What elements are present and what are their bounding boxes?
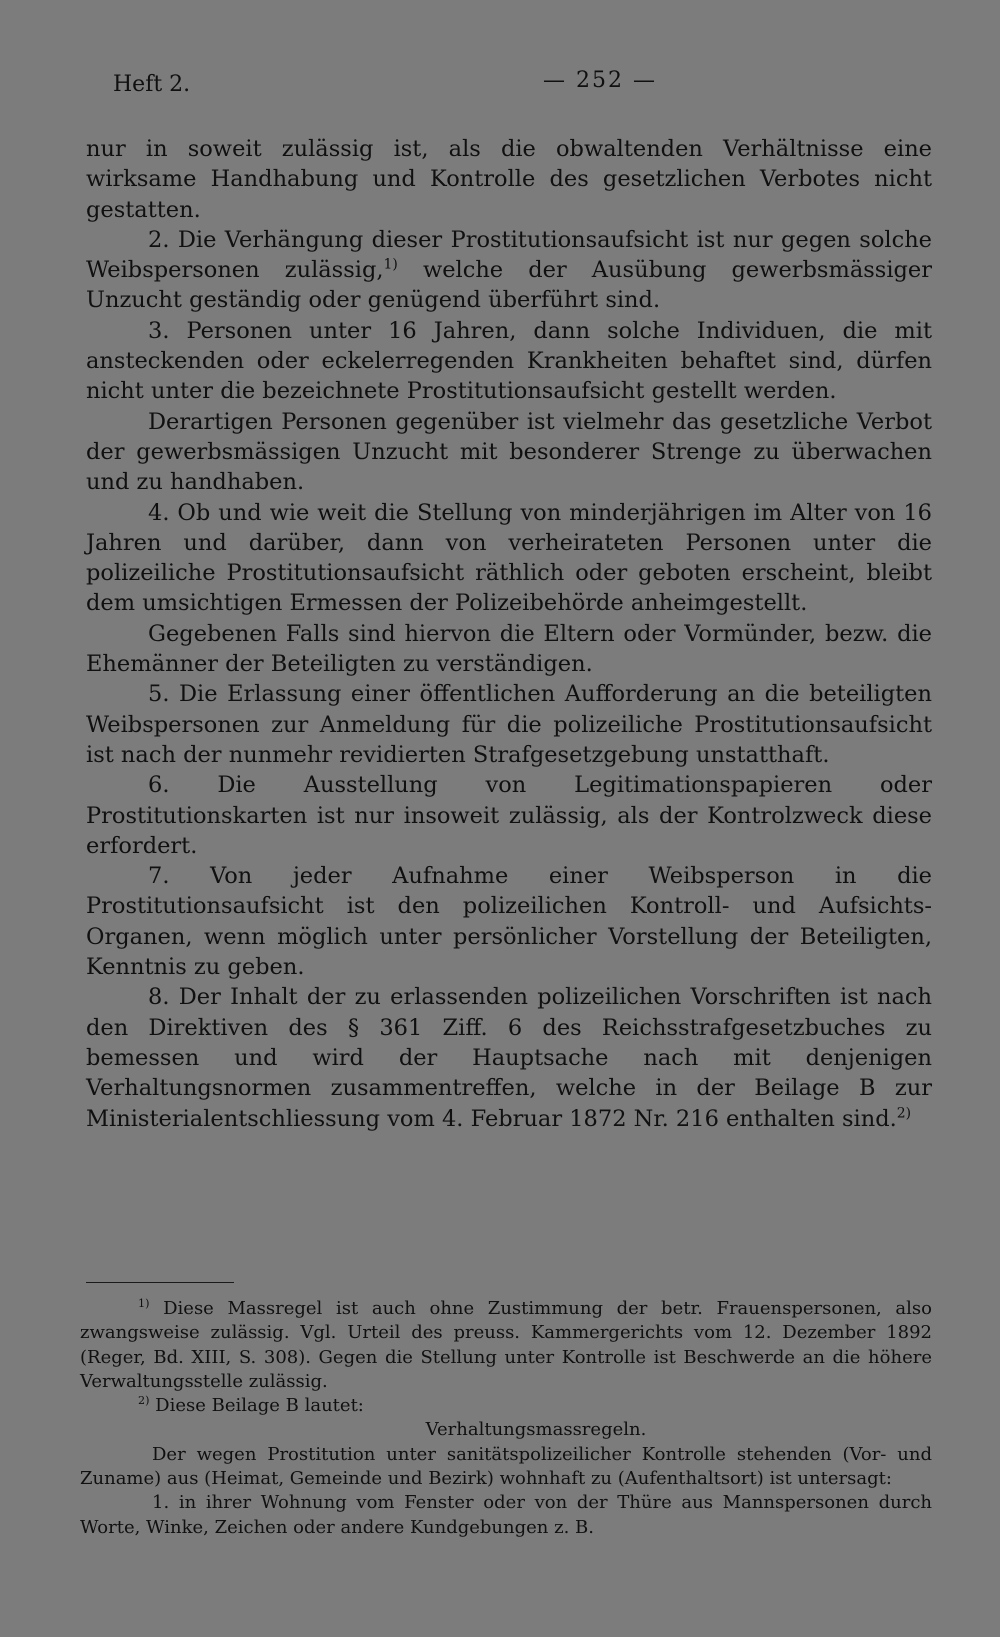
footnote-ref-2: 2) bbox=[896, 1105, 912, 1121]
footnote-2-item-1: 1. in ihrer Wohnung vom Fenster oder von der Thüre aus Mannspersonen durch Worte, Winke, Zeichen oder andere Kundgebungen z. B. bbox=[80, 1492, 932, 1538]
paragraph-6: 6. Die Ausstellung von Legitimationspapieren oder Prostitutionskarten ist nur insoweit zulässig, als der Kontrolzweck diese erfordert. bbox=[86, 772, 932, 859]
footnote-2-title: Verhaltungsmassregeln. bbox=[425, 1419, 647, 1441]
footnote-2-marker: 2) bbox=[138, 1394, 150, 1408]
paragraph-7: 7. Von jeder Aufnahme einer Weibsperson in die Prostitutionsaufsicht ist den polizeilichen Kontroll- und Aufsichts-Organen, wenn möglich unter persönlicher Vorstellung der Beteiligten, Kenntnis zu geben. bbox=[86, 863, 932, 981]
paragraph-8 bbox=[86, 982, 932, 1133]
paragraph-4: 4. Ob und wie weit die Stellung von minderjährigen im Alter von 16 Jahren und darüber, dann von verheirateten Personen unter die polizeiliche Prostitutionsaufsicht räthlich oder geboten erscheint, bleibt dem umsichtigen Ermessen der Polizeibehörde anheimgestellt. bbox=[86, 499, 932, 617]
footnote-2-paragraph: Der wegen Prostitution unter sanitätspolizeilicher Kontrolle stehenden (Vor- und Zuname) aus (Heimat, Gemeinde und Bezirk) wohnhaft zu (Aufenthaltsort) ist untersagt: bbox=[80, 1443, 932, 1490]
paragraph-continuation: nur in soweit zulässig ist, als die obwaltenden Verhältnisse eine wirksame Handhabung und Kontrolle des gesetzlichen Verbotes nicht gestatten. bbox=[86, 136, 932, 223]
footnote-1 bbox=[80, 1297, 932, 1394]
main-text bbox=[86, 134, 932, 1134]
paragraph-3-continued: Derartigen Personen gegenüber ist vielmehr das gesetzliche Verbot der gewerbsmässigen Unzucht mit besonderer Strenge zu überwachen und zu handhaben. bbox=[86, 408, 932, 496]
footnote-divider bbox=[86, 1282, 234, 1283]
paragraph-2 bbox=[86, 225, 932, 316]
footnote-2 bbox=[80, 1394, 932, 1418]
issue-label: Heft 2. bbox=[113, 72, 191, 97]
footnote-1-text: Diese Massregel ist auch ohne Zustimmung der betr. Frauenspersonen, also zwangsweise zulässig. Vgl. Urteil des preuss. Kammergerichts vom 12. Dezember 1892 (Reger, Bd. XIII, S. 308). Gegen die Stellung unter Kontrolle ist Beschwerde an die höhere Verwaltungsstelle zulässig. bbox=[80, 1298, 932, 1392]
paragraph-3: 3. Personen unter 16 Jahren, dann solche Individuen, die mit ansteckenden oder eckelerregenden Krankheiten behaftet sind, dürfen nicht unter die bezeichnete Prostitutionsaufsicht gestellt werden. bbox=[86, 317, 932, 405]
footnote-ref-1: 1) bbox=[383, 256, 398, 273]
paragraph-4-continued: Gegebenen Falls sind hiervon die Eltern oder Vormünder, bezw. die Ehemänner der Beteiligten zu verständigen. bbox=[86, 620, 932, 678]
footnotes bbox=[80, 1297, 932, 1540]
paragraph-2-text-a: 2. Die Verhängung dieser Prostitutionsaufsicht ist nur gegen solche Weibspersonen zulässig, bbox=[86, 226, 932, 284]
footnote-1-marker: 1) bbox=[138, 1297, 150, 1310]
paragraph-2-text-b: welche der Ausübung gewerbsmässiger Unzucht geständig oder genügend überführt sind. bbox=[86, 257, 932, 314]
paragraph-5: 5. Die Erlassung einer öffentlichen Aufforderung an die beteiligten Weibspersonen zur Anmeldung für die polizeiliche Prostitutionsaufsicht ist nach der nunmehr revidierten Strafgesetzgebung unstatthaft. bbox=[86, 681, 932, 768]
page-number: — 252 — bbox=[543, 68, 657, 93]
footnote-2-text: Diese Beilage B lautet: bbox=[149, 1395, 364, 1417]
paragraph-8-text: 8. Der Inhalt der zu erlassenden polizeilichen Vorschriften ist nach den Direktiven des § 361 Ziff. 6 des Reichsstrafgesetzbuches zu bemessen und wird der Hauptsache nach mit denjenigen Verhaltungsnormen zusammentreffen, welche in der Beilage B zur Ministerialentschliessung vom 4. Februar 1872 Nr. 216 enthalten sind. bbox=[86, 984, 932, 1132]
page-header bbox=[113, 68, 928, 102]
